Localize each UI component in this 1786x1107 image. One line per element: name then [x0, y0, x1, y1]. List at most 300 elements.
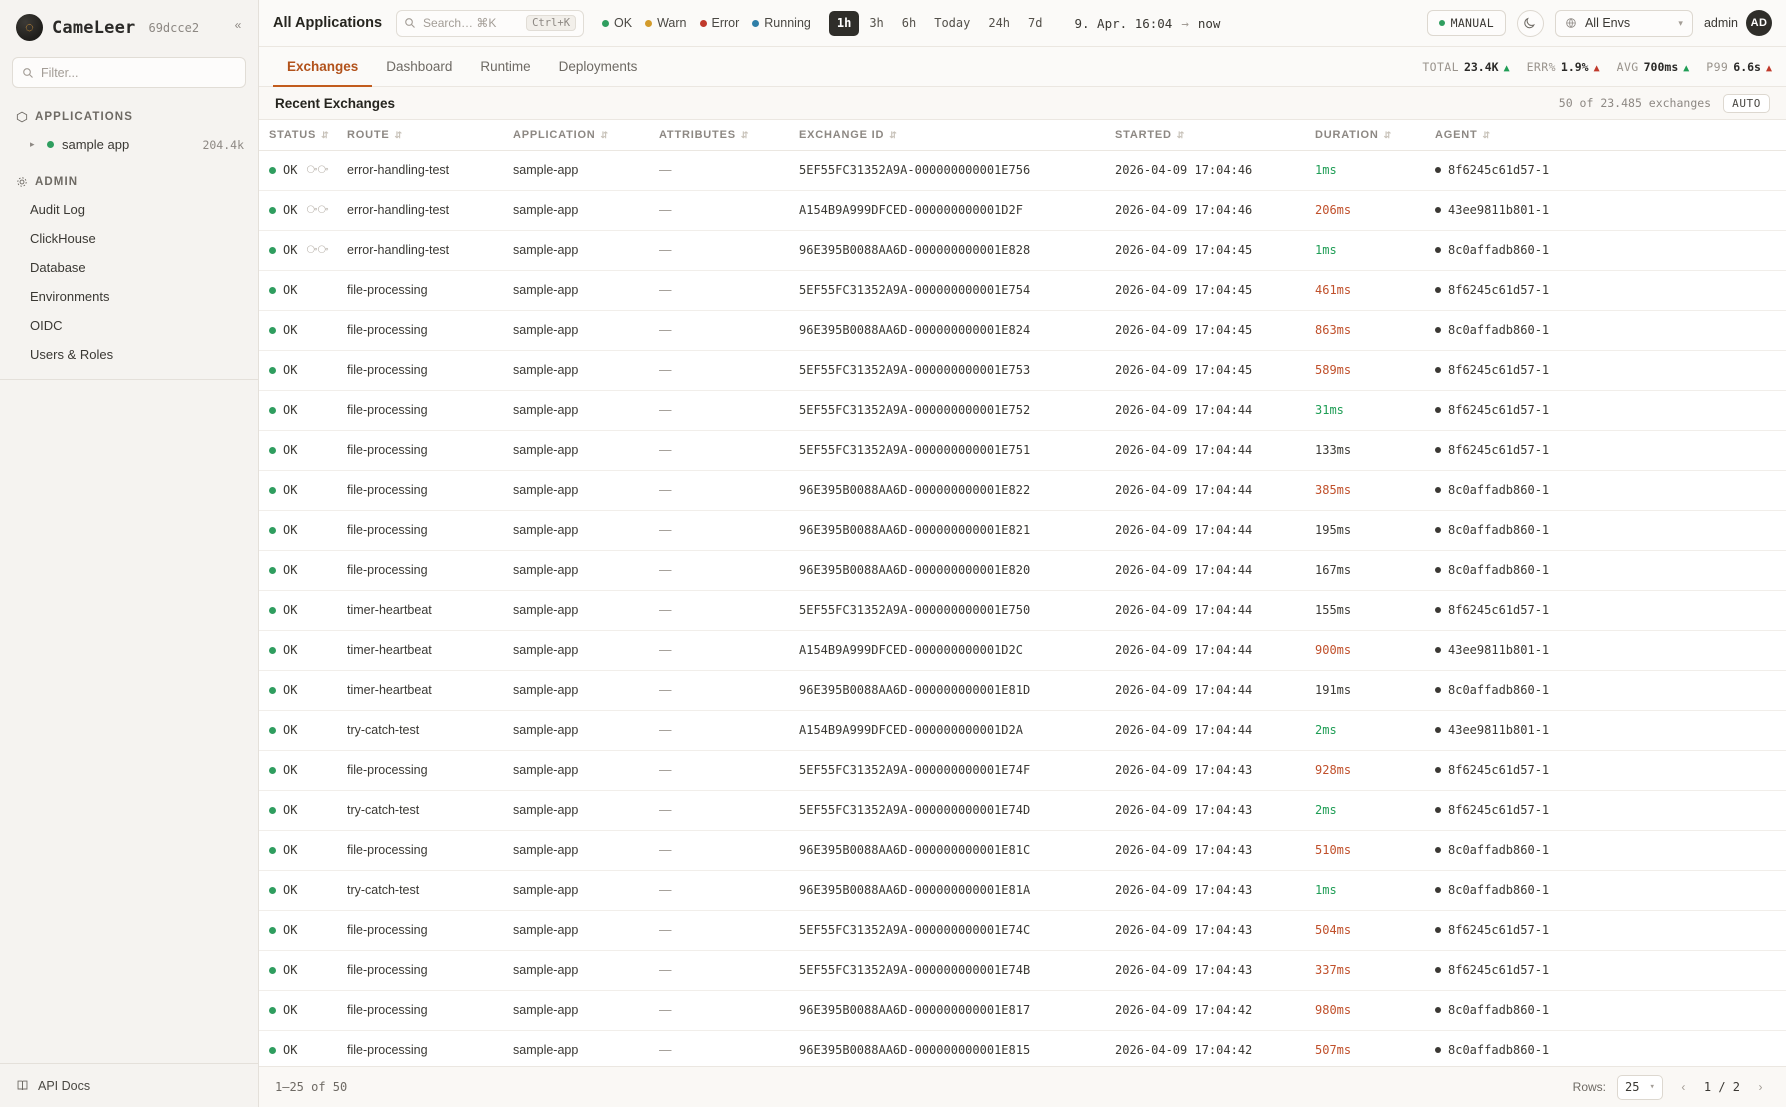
sort-icon: ⇵	[740, 129, 750, 140]
agent-dot-icon	[1435, 687, 1441, 693]
level-filter-group	[598, 16, 815, 30]
avatar: AD	[1746, 10, 1772, 36]
sort-icon: ⇵	[600, 129, 609, 140]
metric-total	[1422, 60, 1509, 74]
range-today[interactable]: Today	[934, 16, 971, 30]
status-dot-ok	[269, 1047, 276, 1054]
cell-status	[259, 710, 337, 750]
status-code: OK	[283, 883, 298, 897]
agent-name: 8f6245c61d57-1	[1448, 923, 1550, 937]
agent-dot-icon	[1435, 847, 1441, 853]
cell-agent	[1425, 270, 1786, 310]
page-indicator: 1 / 2	[1703, 1080, 1740, 1094]
filter-error[interactable]	[700, 16, 740, 30]
table-body	[259, 150, 1786, 1066]
cell-duration: 461ms	[1305, 270, 1425, 310]
sort-icon: ⇵	[394, 129, 403, 140]
cell-exchange-id: 5EF55FC31352A9A-000000000001E754	[789, 270, 1105, 310]
sidebar-item-oidc[interactable]	[0, 311, 258, 340]
table-row[interactable]	[259, 590, 1786, 630]
metric-label: ERR%	[1526, 59, 1556, 74]
cell-attributes: —	[649, 430, 789, 470]
cell-status	[259, 310, 337, 350]
col-application[interactable]: APPLICATION ⇵	[503, 120, 649, 150]
cell-attributes: —	[649, 190, 789, 230]
agent-name: 8f6245c61d57-1	[1448, 803, 1550, 817]
status-code: OK	[283, 683, 298, 697]
chevron-down-icon: ▾	[1649, 1082, 1655, 1092]
filter-box[interactable]	[12, 57, 246, 88]
exchanges-table-wrap[interactable]	[259, 120, 1786, 1066]
cell-status	[259, 950, 337, 990]
app-scope-label: All Applications	[273, 15, 383, 31]
table-row[interactable]	[259, 350, 1786, 390]
col-attributes[interactable]: ATTRIBUTES ⇵	[649, 120, 789, 150]
cell-exchange-id: A154B9A999DFCED-000000000001D2C	[789, 630, 1105, 670]
col-started[interactable]: STARTED ⇵	[1105, 120, 1305, 150]
table-row[interactable]	[259, 830, 1786, 870]
cell-attributes: —	[649, 350, 789, 390]
table-row[interactable]	[259, 790, 1786, 830]
cell-status	[259, 670, 337, 710]
sidebar-divider	[0, 379, 258, 380]
cell-exchange-id: A154B9A999DFCED-000000000001D2A	[789, 710, 1105, 750]
rows-per-page-select[interactable]	[1617, 1075, 1663, 1100]
agent-dot-icon	[1435, 527, 1441, 533]
table-row[interactable]	[259, 510, 1786, 550]
sort-icon: ⇵	[1176, 129, 1186, 140]
filter-label: Warn	[657, 16, 687, 30]
next-page-button[interactable]: ›	[1758, 1080, 1763, 1094]
status-code: OK	[283, 843, 298, 857]
cell-duration: 191ms	[1305, 670, 1425, 710]
cell-route: file-processing	[337, 270, 503, 310]
cell-attributes: —	[649, 390, 789, 430]
cell-agent	[1425, 430, 1786, 470]
env-select-value: All Envs	[1584, 16, 1631, 30]
chevron-down-icon: ▾	[1678, 17, 1683, 28]
cell-route: try-catch-test	[337, 790, 503, 830]
table-row[interactable]	[259, 310, 1786, 350]
metric-error-rate	[1527, 60, 1600, 74]
cell-status	[259, 150, 337, 190]
status-code: OK	[283, 483, 298, 497]
cell-application: sample-app	[503, 990, 649, 1030]
cell-agent	[1425, 710, 1786, 750]
table-row[interactable]	[259, 550, 1786, 590]
trend-up-icon: ▲	[1683, 62, 1690, 74]
status-dot-ok	[269, 447, 276, 454]
cell-agent	[1425, 870, 1786, 910]
cell-duration: 504ms	[1305, 910, 1425, 950]
status-code: OK	[283, 763, 298, 777]
cell-started: 2026-04-09 17:04:44	[1105, 470, 1305, 510]
filter-running[interactable]	[752, 16, 811, 30]
cell-status	[259, 470, 337, 510]
metric-value: 6.6s	[1733, 59, 1761, 74]
sidebar-footer-label: API Docs	[38, 1078, 91, 1093]
table-row[interactable]	[259, 670, 1786, 710]
cell-exchange-id: 96E395B0088AA6D-000000000001E815	[789, 1030, 1105, 1066]
range-7d[interactable]: 7d	[1028, 16, 1043, 30]
table-row[interactable]	[259, 630, 1786, 670]
env-select[interactable]	[1555, 10, 1693, 37]
cell-route: file-processing	[337, 350, 503, 390]
cell-exchange-id: 96E395B0088AA6D-000000000001E821	[789, 510, 1105, 550]
cell-exchange-id: 96E395B0088AA6D-000000000001E81C	[789, 830, 1105, 870]
status-dot-ok	[269, 767, 276, 774]
cell-started: 2026-04-09 17:04:42	[1105, 1030, 1305, 1066]
sidebar-item-label: ClickHouse	[30, 231, 96, 246]
brand-name: CameLeer	[52, 17, 136, 38]
agent-dot-icon	[1435, 447, 1441, 453]
sort-icon: ⇵	[1482, 129, 1491, 140]
table-row[interactable]	[259, 470, 1786, 510]
metric-value: 700ms	[1643, 59, 1679, 74]
sidebar-item-label: OIDC	[30, 318, 63, 333]
prev-page-button[interactable]: ‹	[1681, 1080, 1686, 1094]
range-1h[interactable]: 1h	[829, 11, 859, 36]
cell-agent	[1425, 150, 1786, 190]
status-code: OK	[283, 563, 298, 577]
cell-attributes: —	[649, 150, 789, 190]
cell-duration: 1ms	[1305, 870, 1425, 910]
sidebar-item-label: Users & Roles	[30, 347, 114, 362]
agent-dot-icon	[1435, 207, 1441, 213]
status-code: OK	[283, 723, 298, 737]
cell-duration: 31ms	[1305, 390, 1425, 430]
sidebar-item-count: 204.4k	[202, 137, 244, 152]
rows-value: 25	[1625, 1080, 1640, 1094]
cell-status	[259, 190, 337, 230]
table-row[interactable]	[259, 270, 1786, 310]
sidebar	[0, 0, 259, 1107]
brand-commit-hash: 69dcce2	[148, 20, 200, 35]
cell-agent	[1425, 470, 1786, 510]
brand[interactable]	[0, 0, 258, 53]
cell-started: 2026-04-09 17:04:43	[1105, 870, 1305, 910]
cell-application: sample-app	[503, 670, 649, 710]
chevron-right-icon[interactable]: ▸	[30, 139, 35, 149]
col-exchange-id[interactable]: EXCHANGE ID ⇵	[789, 120, 1105, 150]
card-header-right	[1559, 94, 1770, 113]
agent-name: 8f6245c61d57-1	[1448, 363, 1550, 377]
cell-route: file-processing	[337, 550, 503, 590]
table-row[interactable]	[259, 910, 1786, 950]
range-6h[interactable]: 6h	[901, 16, 917, 30]
status-dot-ok	[269, 1007, 276, 1014]
status-dot-live	[1439, 20, 1445, 26]
user-menu[interactable]	[1704, 10, 1772, 36]
status-dot-ok	[269, 727, 276, 734]
metric-p99	[1706, 60, 1772, 74]
cell-attributes: —	[649, 550, 789, 590]
sidebar-item-clickhouse[interactable]	[0, 224, 258, 253]
chevrons-left-icon[interactable]: «	[234, 18, 242, 32]
cell-started: 2026-04-09 17:04:43	[1105, 910, 1305, 950]
cell-route: error-handling-test	[337, 230, 503, 270]
status-dot-ok	[269, 887, 276, 894]
sidebar-item-database[interactable]	[0, 253, 258, 282]
cell-exchange-id: 96E395B0088AA6D-000000000001E81D	[789, 670, 1105, 710]
cell-agent	[1425, 230, 1786, 270]
cell-duration: 900ms	[1305, 630, 1425, 670]
metric-value: 23.4K	[1463, 59, 1499, 74]
exchanges-table	[259, 120, 1786, 1066]
cell-route: file-processing	[337, 1030, 503, 1066]
sidebar-item-sample-app[interactable]	[0, 130, 258, 159]
book-icon	[16, 1079, 29, 1092]
col-duration[interactable]: DURATION ⇵	[1305, 120, 1425, 150]
pagination	[1573, 1075, 1770, 1100]
agent-name: 8f6245c61d57-1	[1448, 443, 1550, 457]
cell-application: sample-app	[503, 350, 649, 390]
range-3h[interactable]: 3h	[869, 16, 884, 30]
metric-avg	[1617, 60, 1690, 74]
col-agent[interactable]: AGENT ⇵	[1425, 120, 1786, 150]
table-header-row	[259, 120, 1786, 150]
page-title: Recent Exchanges	[275, 95, 396, 111]
cell-attributes: —	[649, 710, 789, 750]
cell-agent	[1425, 990, 1786, 1030]
topbar-right	[1427, 10, 1772, 37]
topbar	[259, 0, 1786, 47]
cell-duration: 167ms	[1305, 550, 1425, 590]
cell-status	[259, 870, 337, 910]
status-dot-ok	[269, 567, 276, 574]
cell-attributes: —	[649, 910, 789, 950]
trend-up-icon: ▲	[1765, 62, 1772, 74]
cell-agent	[1425, 310, 1786, 350]
cell-route: file-processing	[337, 750, 503, 790]
agent-dot-icon	[1435, 927, 1441, 933]
cell-attributes: —	[649, 870, 789, 910]
sidebar-item-users-roles[interactable]	[0, 340, 258, 369]
cell-application: sample-app	[503, 830, 649, 870]
cell-started: 2026-04-09 17:04:44	[1105, 590, 1305, 630]
col-route[interactable]: ROUTE ⇵	[337, 120, 503, 150]
cell-exchange-id: 5EF55FC31352A9A-000000000001E74B	[789, 950, 1105, 990]
cell-exchange-id: 96E395B0088AA6D-000000000001E820	[789, 550, 1105, 590]
cell-attributes: —	[649, 670, 789, 710]
cell-application: sample-app	[503, 750, 649, 790]
cell-exchange-id: 5EF55FC31352A9A-000000000001E753	[789, 350, 1105, 390]
cell-application: sample-app	[503, 710, 649, 750]
cell-route: file-processing	[337, 510, 503, 550]
table-row[interactable]	[259, 990, 1786, 1030]
cell-started: 2026-04-09 17:04:44	[1105, 510, 1305, 550]
agent-name: 8c0affadb860-1	[1448, 843, 1550, 857]
agent-dot-icon	[1435, 287, 1441, 293]
cell-started: 2026-04-09 17:04:44	[1105, 390, 1305, 430]
range-from: 9. Apr. 16:04	[1074, 15, 1173, 31]
cell-started: 2026-04-09 17:04:45	[1105, 270, 1305, 310]
result-count: 50 of 23.485 exchanges	[1558, 96, 1712, 110]
metric-label: AVG	[1616, 59, 1639, 74]
sidebar-item-api-docs[interactable]	[0, 1063, 258, 1107]
agent-name: 8f6245c61d57-1	[1448, 963, 1550, 977]
arrow-right-icon: →	[1181, 15, 1189, 31]
rows-label: Rows:	[1572, 1080, 1606, 1094]
status-dot-ok	[269, 687, 276, 694]
cell-route: error-handling-test	[337, 150, 503, 190]
table-row[interactable]	[259, 750, 1786, 790]
table-row[interactable]	[259, 150, 1786, 190]
agent-name: 8c0affadb860-1	[1448, 683, 1550, 697]
cell-status	[259, 390, 337, 430]
trend-up-icon: ▲	[1593, 62, 1600, 74]
cell-started: 2026-04-09 17:04:44	[1105, 430, 1305, 470]
cell-attributes: —	[649, 270, 789, 310]
cell-exchange-id: 96E395B0088AA6D-000000000001E81A	[789, 870, 1105, 910]
table-row[interactable]	[259, 950, 1786, 990]
time-range-segments	[829, 11, 1051, 36]
cell-started: 2026-04-09 17:04:46	[1105, 150, 1305, 190]
cell-duration: 863ms	[1305, 310, 1425, 350]
cell-status	[259, 590, 337, 630]
cell-application: sample-app	[503, 630, 649, 670]
range-readout[interactable]	[1064, 10, 1230, 36]
cell-started: 2026-04-09 17:04:44	[1105, 630, 1305, 670]
table-row[interactable]	[259, 190, 1786, 230]
status-dot-ok	[269, 847, 276, 854]
tab-deployments[interactable]: Deployments	[558, 58, 638, 74]
cell-agent	[1425, 190, 1786, 230]
cell-status	[259, 790, 337, 830]
status-code: OK	[283, 803, 298, 817]
filter-input[interactable]	[41, 66, 236, 80]
status-dot-ok	[269, 407, 276, 414]
status-dot-ok	[269, 527, 276, 534]
cell-agent	[1425, 350, 1786, 390]
agent-dot-icon	[1435, 1047, 1441, 1053]
trend-up-icon: ▲	[1503, 62, 1510, 74]
cell-status	[259, 910, 337, 950]
sidebar-section-applications	[0, 102, 258, 130]
sidebar-item-label: Audit Log	[30, 202, 85, 217]
cell-duration: 928ms	[1305, 750, 1425, 790]
cell-agent	[1425, 510, 1786, 550]
sidebar-item-label: sample app	[62, 137, 130, 152]
agent-name: 8c0affadb860-1	[1448, 243, 1550, 257]
agent-dot-icon	[1435, 967, 1441, 973]
cell-status	[259, 230, 337, 270]
metrics-summary	[1422, 47, 1772, 86]
status-code: OK	[283, 323, 298, 337]
status-dot-ok	[269, 807, 276, 814]
section-label: ADMIN	[35, 176, 79, 188]
tab-bar	[259, 47, 1786, 87]
table-row[interactable]	[259, 1030, 1786, 1066]
status-code: OK	[283, 283, 298, 297]
metric-value: 1.9%	[1560, 59, 1589, 74]
col-status[interactable]: STATUS ⇵	[259, 120, 337, 150]
cell-application: sample-app	[503, 470, 649, 510]
cell-duration: 510ms	[1305, 830, 1425, 870]
table-row[interactable]	[259, 390, 1786, 430]
cell-route: file-processing	[337, 910, 503, 950]
cell-started: 2026-04-09 17:04:43	[1105, 830, 1305, 870]
cell-status	[259, 990, 337, 1030]
sidebar-item-audit-log[interactable]	[0, 195, 258, 224]
cell-application: sample-app	[503, 550, 649, 590]
agent-dot-icon	[1435, 727, 1441, 733]
cell-application: sample-app	[503, 150, 649, 190]
agent-dot-icon	[1435, 567, 1441, 573]
cell-route: timer-heartbeat	[337, 630, 503, 670]
cell-application: sample-app	[503, 190, 649, 230]
cell-duration: 1ms	[1305, 150, 1425, 190]
search-shortcut-badge: Ctrl+K	[526, 15, 576, 31]
cell-exchange-id: 5EF55FC31352A9A-000000000001E752	[789, 390, 1105, 430]
cell-agent	[1425, 790, 1786, 830]
moon-icon[interactable]	[1517, 10, 1544, 37]
search-input[interactable]	[396, 10, 584, 37]
table-row[interactable]	[259, 870, 1786, 910]
cell-route: file-processing	[337, 390, 503, 430]
agent-name: 8f6245c61d57-1	[1448, 283, 1550, 297]
cell-route: file-processing	[337, 950, 503, 990]
cell-exchange-id: 5EF55FC31352A9A-000000000001E750	[789, 590, 1105, 630]
sidebar-section-admin	[0, 167, 258, 195]
cell-route: try-catch-test	[337, 710, 503, 750]
table-row[interactable]	[259, 710, 1786, 750]
cell-attributes: —	[649, 590, 789, 630]
tab-exchanges[interactable]: Exchanges	[273, 47, 372, 87]
cell-started: 2026-04-09 17:04:44	[1105, 710, 1305, 750]
range-24h[interactable]: 24h	[988, 16, 1011, 30]
table-row[interactable]	[259, 230, 1786, 270]
auto-refresh-badge[interactable]: AUTO	[1723, 94, 1770, 113]
cell-status	[259, 830, 337, 870]
tab-runtime[interactable]: Runtime	[480, 58, 531, 74]
cell-agent	[1425, 750, 1786, 790]
agent-name: 8f6245c61d57-1	[1448, 603, 1550, 617]
status-dot-ok	[269, 247, 276, 254]
cube-icon	[16, 111, 28, 123]
retry-icon: ⧂⧂	[306, 243, 329, 256]
cell-status	[259, 350, 337, 390]
agent-dot-icon	[1435, 887, 1441, 893]
cell-duration: 507ms	[1305, 1030, 1425, 1066]
table-row[interactable]	[259, 430, 1786, 470]
sidebar-item-environments[interactable]	[0, 282, 258, 311]
cell-duration: 980ms	[1305, 990, 1425, 1030]
table-footer	[259, 1066, 1786, 1107]
cell-started: 2026-04-09 17:04:43	[1105, 950, 1305, 990]
tab-dashboard[interactable]: Dashboard	[386, 58, 453, 74]
cell-status	[259, 430, 337, 470]
cell-exchange-id: 5EF55FC31352A9A-000000000001E751	[789, 430, 1105, 470]
status-code: OK	[283, 163, 298, 177]
cell-status	[259, 1030, 337, 1066]
agent-dot-icon	[1435, 1007, 1441, 1013]
filter-warn[interactable]	[645, 16, 686, 30]
status-dot-ok	[269, 967, 276, 974]
cell-route: timer-heartbeat	[337, 590, 503, 630]
manual-refresh-button[interactable]	[1427, 10, 1506, 36]
status-code: OK	[283, 523, 298, 537]
agent-name: 8c0affadb860-1	[1448, 883, 1550, 897]
cell-started: 2026-04-09 17:04:44	[1105, 550, 1305, 590]
agent-name: 8f6245c61d57-1	[1448, 763, 1550, 777]
filter-ok[interactable]	[602, 16, 632, 30]
agent-name: 8f6245c61d57-1	[1448, 403, 1550, 417]
cell-agent	[1425, 830, 1786, 870]
metric-label: TOTAL	[1422, 59, 1459, 74]
cell-agent	[1425, 590, 1786, 630]
user-name: admin	[1703, 16, 1738, 30]
